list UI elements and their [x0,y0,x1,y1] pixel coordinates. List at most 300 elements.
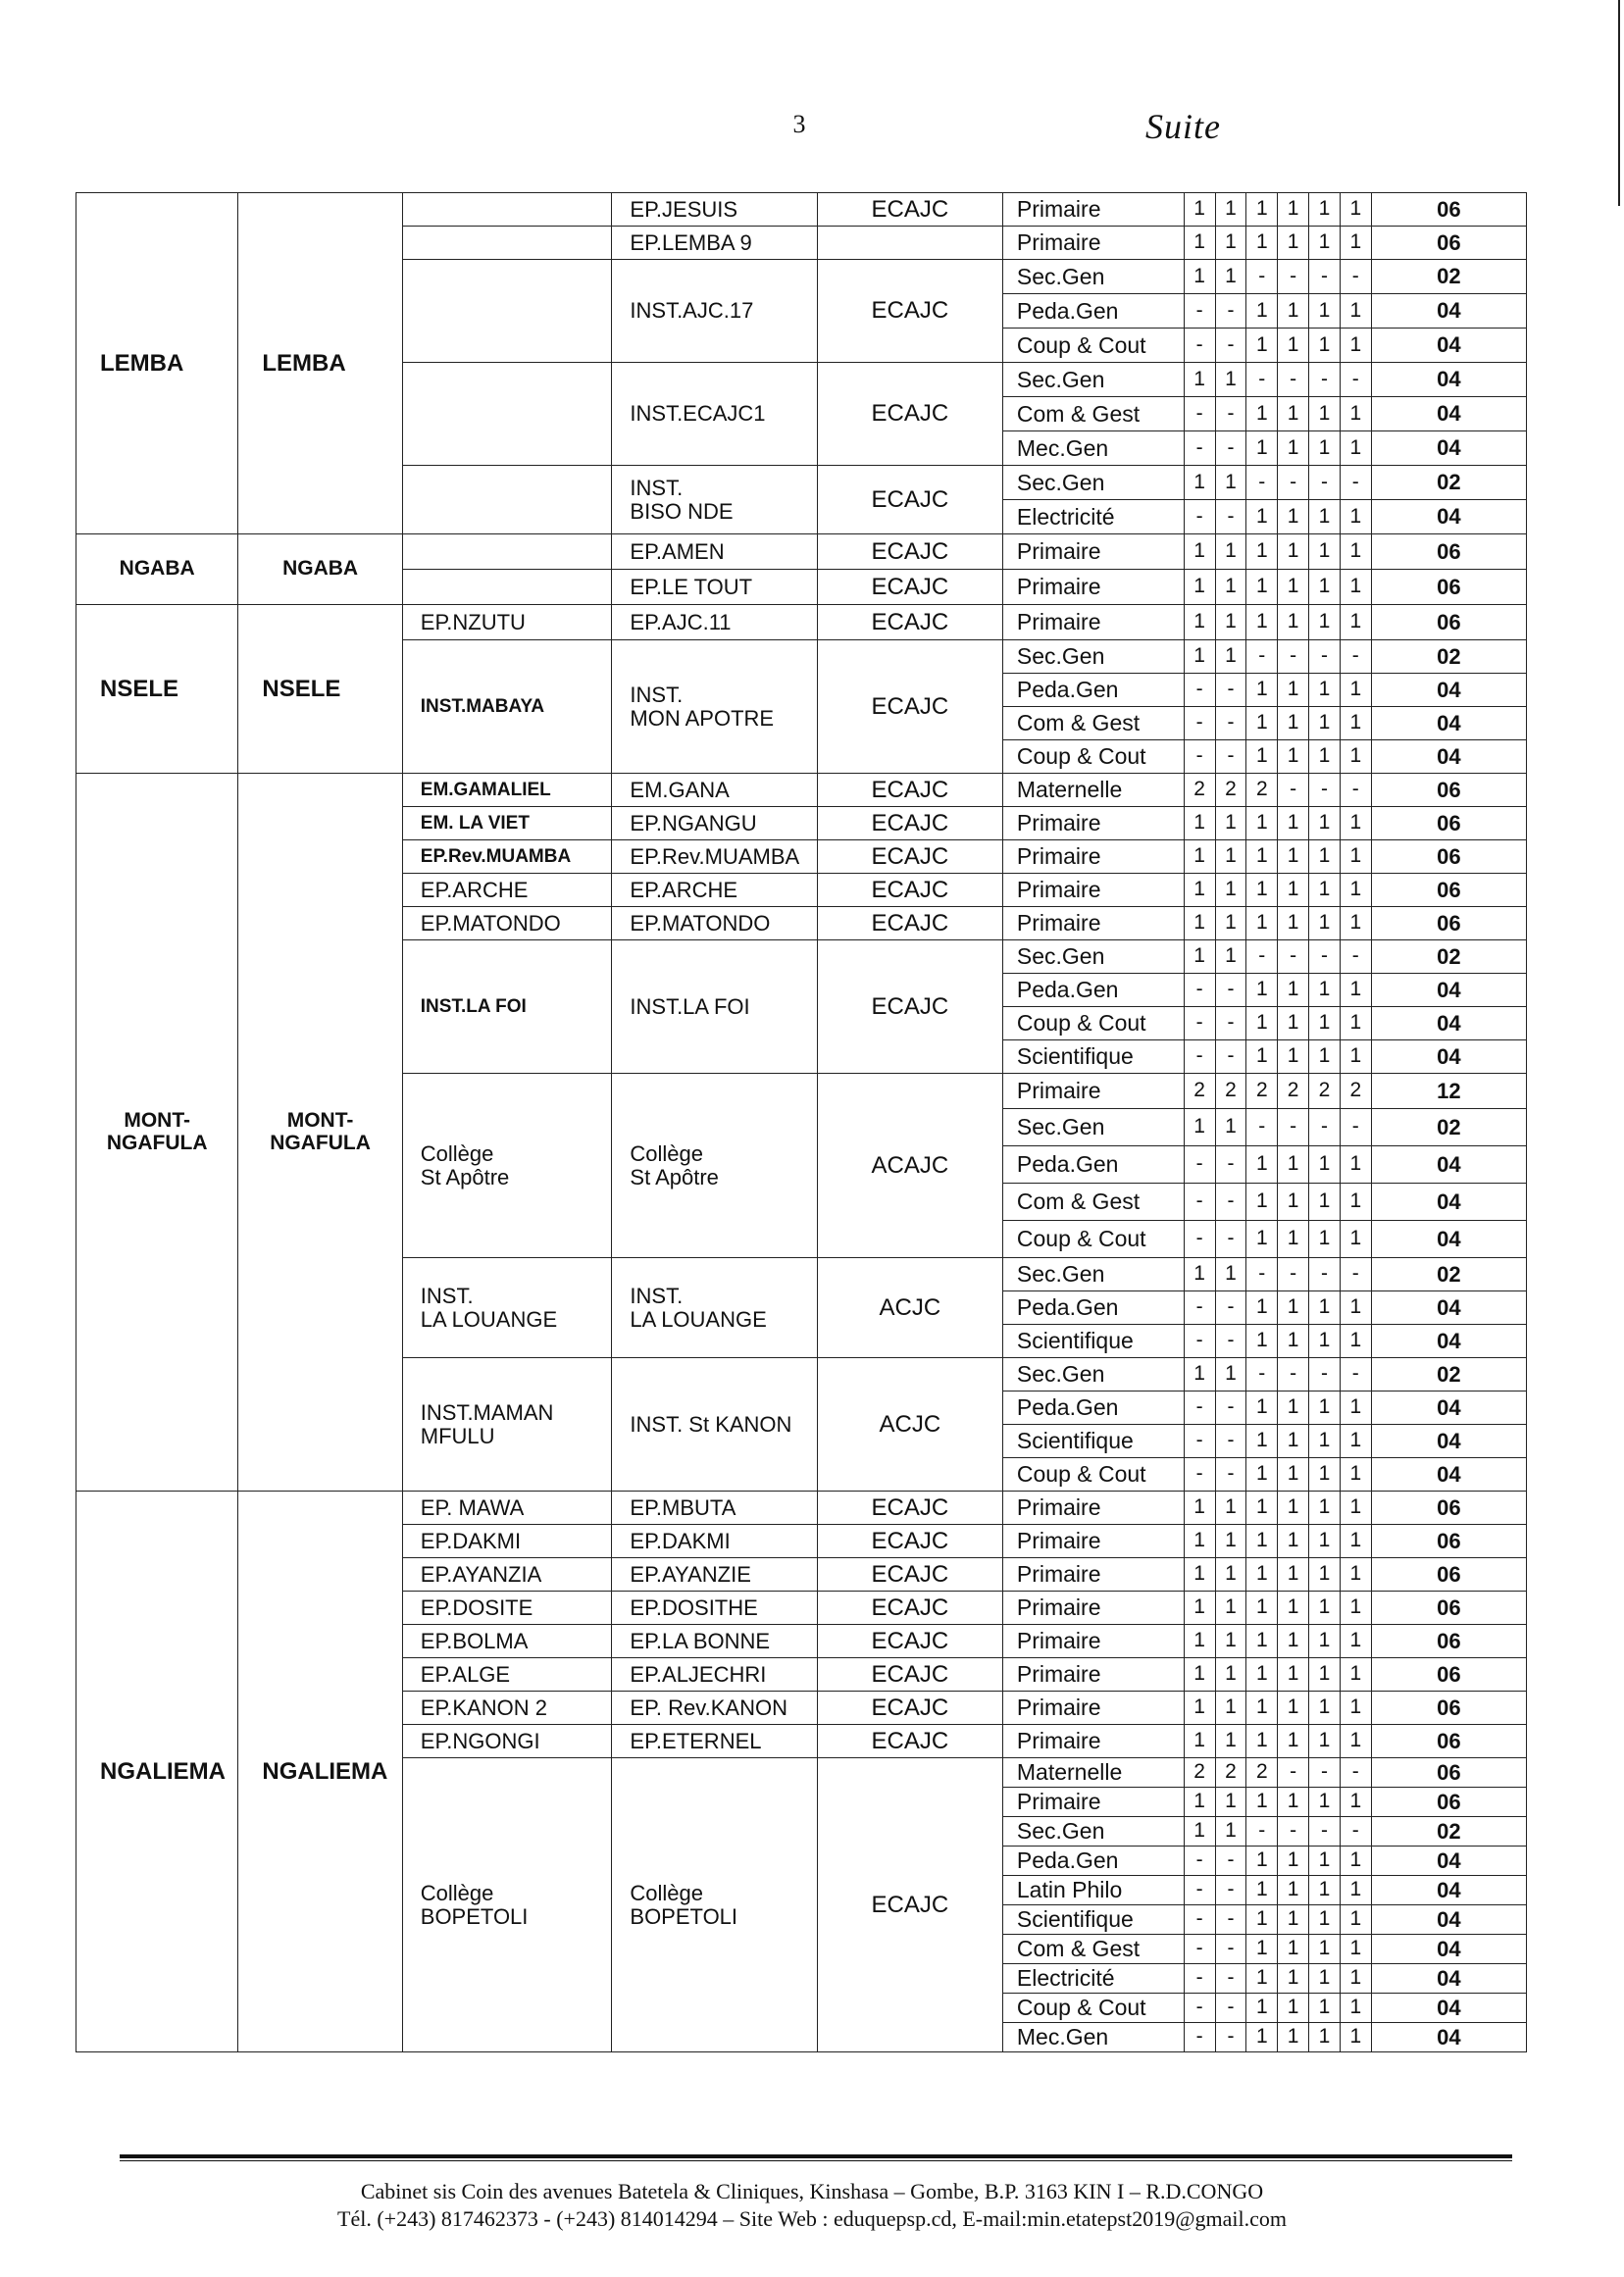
option-cell: Peda.Gen [1002,674,1184,707]
class-count-cell: 1 [1184,807,1215,840]
option-cell: Scientifique [1002,1325,1184,1358]
class-count-cell: 1 [1184,1358,1215,1392]
sub-province-cell: NSELE [238,605,402,774]
class-count-cell: 1 [1340,1692,1371,1725]
former-school-cell: Collège BOPETOLI [402,1758,612,2052]
option-cell: Primaire [1002,227,1184,260]
total-cell: 04 [1371,1325,1526,1358]
class-count-cell: - [1184,1935,1215,1964]
class-count-cell: - [1184,1876,1215,1905]
class-count-cell: - [1340,1109,1371,1146]
total-cell: 06 [1371,227,1526,260]
class-count-cell: - [1215,740,1246,774]
total-cell: 02 [1371,1109,1526,1146]
total-cell: 04 [1371,674,1526,707]
total-cell: 06 [1371,874,1526,907]
class-count-cell: - [1246,940,1278,974]
option-cell: Peda.Gen [1002,974,1184,1007]
class-count-cell: 1 [1278,840,1309,874]
class-count-cell: 1 [1278,1325,1309,1358]
class-count-cell: 1 [1340,1221,1371,1258]
new-school-cell: EP.LA BONNE [612,1625,818,1658]
class-count-cell: 1 [1246,1146,1278,1184]
class-count-cell: 1 [1309,1692,1341,1725]
former-school-cell: INST.LA FOI [402,940,612,1074]
network-cell: ECAJC [817,1592,1002,1625]
class-count-cell: 1 [1184,227,1215,260]
class-count-cell: 1 [1278,1425,1309,1458]
class-count-cell: 1 [1309,605,1341,640]
class-count-cell: 1 [1215,1658,1246,1692]
class-count-cell: 1 [1340,1458,1371,1492]
total-cell: 06 [1371,840,1526,874]
total-cell: 06 [1371,1592,1526,1625]
class-count-cell: 1 [1309,1876,1341,1905]
class-count-cell: 1 [1246,397,1278,431]
class-count-cell: 1 [1309,1146,1341,1184]
former-school-cell: Collège St Apôtre [402,1074,612,1258]
class-count-cell: 1 [1278,1184,1309,1221]
network-cell: ECAJC [817,605,1002,640]
class-count-cell: 1 [1309,1725,1341,1758]
class-count-cell: - [1215,431,1246,466]
class-count-cell: 1 [1340,534,1371,570]
class-count-cell: 1 [1278,1007,1309,1040]
class-count-cell: 1 [1246,329,1278,363]
former-school-cell: EM.GAMALIEL [402,774,612,807]
class-count-cell: - [1309,260,1341,294]
class-count-cell: - [1215,1905,1246,1935]
option-cell: Com & Gest [1002,1184,1184,1221]
total-cell: 04 [1371,2023,1526,2052]
total-cell: 04 [1371,1905,1526,1935]
class-count-cell: - [1184,1291,1215,1325]
class-count-cell: - [1215,1964,1246,1994]
class-count-cell: 1 [1309,1007,1341,1040]
class-count-cell: 1 [1184,1592,1215,1625]
former-school-cell: INST. LA LOUANGE [402,1258,612,1358]
network-cell: ECAJC [817,874,1002,907]
class-count-cell: 1 [1278,1935,1309,1964]
class-count-cell: 1 [1215,363,1246,397]
new-school-cell: INST. LA LOUANGE [612,1258,818,1358]
class-count-cell: 1 [1278,1725,1309,1758]
class-count-cell: 1 [1246,874,1278,907]
class-count-cell: 1 [1184,1558,1215,1592]
option-cell: Primaire [1002,1658,1184,1692]
class-count-cell: - [1309,1817,1341,1847]
class-count-cell: 1 [1309,1040,1341,1074]
class-count-cell: 1 [1246,1221,1278,1258]
total-cell: 04 [1371,329,1526,363]
class-count-cell: 1 [1309,294,1341,329]
class-count-cell: - [1215,707,1246,740]
class-count-cell: 1 [1184,193,1215,227]
option-cell: Primaire [1002,840,1184,874]
total-cell: 02 [1371,940,1526,974]
class-count-cell: - [1184,1146,1215,1184]
class-count-cell: 1 [1309,1788,1341,1817]
class-count-cell: - [1215,329,1246,363]
sub-province-cell: NGABA [238,534,402,605]
network-cell: ECAJC [817,840,1002,874]
class-count-cell: 1 [1246,2023,1278,2052]
network-cell: ECAJC [817,1558,1002,1592]
class-count-cell: 1 [1340,1040,1371,1074]
option-cell: Primaire [1002,570,1184,605]
class-count-cell: - [1246,1817,1278,1847]
class-count-cell: 1 [1340,397,1371,431]
class-count-cell: - [1215,1291,1246,1325]
option-cell: Maternelle [1002,1758,1184,1788]
network-cell: ECAJC [817,260,1002,363]
class-count-cell: - [1184,1458,1215,1492]
class-count-cell: 1 [1215,940,1246,974]
commune-cell: NGABA [76,534,238,605]
option-cell: Mec.Gen [1002,2023,1184,2052]
new-school-cell: EP.Rev.MUAMBA [612,840,818,874]
class-count-cell: - [1309,1109,1341,1146]
class-count-cell: 2 [1278,1074,1309,1109]
class-count-cell: 1 [1215,1592,1246,1625]
new-school-cell: INST. BISO NDE [612,466,818,534]
class-count-cell: - [1184,329,1215,363]
network-cell [817,227,1002,260]
option-cell: Electricité [1002,1964,1184,1994]
new-school-cell: EP.DOSITHE [612,1592,818,1625]
class-count-cell: 1 [1340,605,1371,640]
class-count-cell: 1 [1340,1876,1371,1905]
class-count-cell: 1 [1246,1425,1278,1458]
option-cell: Sec.Gen [1002,363,1184,397]
sub-province-cell: MONT- NGAFULA [238,774,402,1492]
network-cell: ECAJC [817,363,1002,466]
class-count-cell: 1 [1309,534,1341,570]
network-cell: ACJC [817,1358,1002,1492]
class-count-cell: 1 [1340,500,1371,534]
class-count-cell: 1 [1278,1146,1309,1184]
table-row [76,774,1527,807]
class-count-cell: 1 [1309,397,1341,431]
footer-rule-thin [120,2160,1512,2161]
class-count-cell: 1 [1340,974,1371,1007]
former-school-cell: EP. MAWA [402,1492,612,1525]
former-school-cell: EP.NGONGI [402,1725,612,1758]
class-count-cell: 1 [1309,1425,1341,1458]
class-count-cell: 1 [1278,1558,1309,1592]
former-school-cell [402,363,612,466]
class-count-cell: 1 [1246,1788,1278,1817]
network-cell: ECAJC [817,466,1002,534]
option-cell: Primaire [1002,807,1184,840]
footer-address: Cabinet sis Coin des avenues Batetela & Cliniques, Kinshasa – Gombe, B.P. 3163 KIN I – R.D.CONGO [360,2179,1264,2203]
class-count-cell: 1 [1309,570,1341,605]
class-count-cell: - [1215,294,1246,329]
class-count-cell: 1 [1246,1392,1278,1425]
option-cell: Sec.Gen [1002,260,1184,294]
option-cell: Mec.Gen [1002,431,1184,466]
class-count-cell: 2 [1184,1758,1215,1788]
class-count-cell: - [1340,1817,1371,1847]
class-count-cell: 2 [1246,774,1278,807]
class-count-cell: 1 [1246,1525,1278,1558]
class-count-cell: 1 [1340,1492,1371,1525]
sub-province-cell: NGALIEMA [238,1492,402,2052]
class-count-cell: - [1215,674,1246,707]
class-count-cell: 1 [1309,1592,1341,1625]
class-count-cell: 1 [1184,1817,1215,1847]
class-count-cell: 1 [1215,227,1246,260]
class-count-cell: 1 [1340,707,1371,740]
class-count-cell: - [1278,1258,1309,1291]
option-cell: Coup & Cout [1002,1221,1184,1258]
class-count-cell: - [1184,1425,1215,1458]
class-count-cell: 1 [1340,1592,1371,1625]
class-count-cell: - [1246,260,1278,294]
class-count-cell: 1 [1278,1458,1309,1492]
option-cell: Coup & Cout [1002,329,1184,363]
class-count-cell: 1 [1278,1221,1309,1258]
class-count-cell: 1 [1340,1994,1371,2023]
class-count-cell: 1 [1340,2023,1371,2052]
total-cell: 02 [1371,260,1526,294]
class-count-cell: - [1184,294,1215,329]
class-count-cell: 1 [1246,1007,1278,1040]
total-cell: 04 [1371,707,1526,740]
option-cell: Coup & Cout [1002,740,1184,774]
class-count-cell: - [1340,363,1371,397]
class-count-cell: - [1215,1935,1246,1964]
option-cell: Scientifique [1002,1905,1184,1935]
class-count-cell: 1 [1309,1935,1341,1964]
footer-rule [120,2154,1512,2158]
class-count-cell: 1 [1309,1994,1341,2023]
class-count-cell: 1 [1309,1184,1341,1221]
class-count-cell: - [1340,1758,1371,1788]
class-count-cell: 1 [1215,1358,1246,1392]
option-cell: Latin Philo [1002,1876,1184,1905]
class-count-cell: - [1278,1109,1309,1146]
total-cell: 06 [1371,774,1526,807]
class-count-cell: 1 [1246,1458,1278,1492]
option-cell: Com & Gest [1002,1935,1184,1964]
class-count-cell: - [1215,397,1246,431]
class-count-cell: 1 [1278,1876,1309,1905]
network-cell: ACAJC [817,1074,1002,1258]
class-count-cell: 2 [1215,774,1246,807]
class-count-cell: 1 [1309,193,1341,227]
option-cell: Primaire [1002,1725,1184,1758]
former-school-cell: EP.KANON 2 [402,1692,612,1725]
class-count-cell: - [1184,740,1215,774]
network-cell: ECAJC [817,570,1002,605]
new-school-cell: EP.AYANZIE [612,1558,818,1592]
commune-cell: NSELE [76,605,238,774]
option-cell: Com & Gest [1002,397,1184,431]
class-count-cell: - [1246,1109,1278,1146]
network-cell: ECAJC [817,907,1002,940]
class-count-cell: 1 [1278,1692,1309,1725]
total-cell: 06 [1371,807,1526,840]
total-cell: 04 [1371,363,1526,397]
class-count-cell: 2 [1215,1758,1246,1788]
class-count-cell: 1 [1215,1625,1246,1658]
class-count-cell: 1 [1215,840,1246,874]
class-count-cell: - [1215,1847,1246,1876]
suite-label: Suite [1145,107,1221,146]
class-count-cell: 1 [1309,1291,1341,1325]
class-count-cell: - [1184,674,1215,707]
class-count-cell: 1 [1309,1221,1341,1258]
class-count-cell: 1 [1340,294,1371,329]
class-count-cell: 1 [1184,1258,1215,1291]
option-cell: Peda.Gen [1002,1146,1184,1184]
class-count-cell: 1 [1215,605,1246,640]
table-row [76,534,1527,570]
new-school-cell: EP.NGANGU [612,807,818,840]
class-count-cell: 1 [1246,1935,1278,1964]
class-count-cell: - [1215,1392,1246,1425]
class-count-cell: - [1278,363,1309,397]
class-count-cell: 1 [1309,674,1341,707]
class-count-cell: 1 [1340,1935,1371,1964]
network-cell: ECAJC [817,807,1002,840]
network-cell: ECAJC [817,1625,1002,1658]
class-count-cell: 2 [1246,1758,1278,1788]
total-cell: 04 [1371,740,1526,774]
network-cell: ECAJC [817,193,1002,227]
class-count-cell: - [1215,1458,1246,1492]
class-count-cell: 1 [1278,1291,1309,1325]
class-count-cell: 1 [1278,431,1309,466]
class-count-cell: 1 [1278,907,1309,940]
class-count-cell: 1 [1184,1692,1215,1725]
class-count-cell: 1 [1309,1325,1341,1358]
class-count-cell: 1 [1278,227,1309,260]
total-cell: 02 [1371,1817,1526,1847]
class-count-cell: - [1184,1847,1215,1876]
network-cell: ECAJC [817,1658,1002,1692]
class-count-cell: - [1278,1758,1309,1788]
class-count-cell: - [1340,774,1371,807]
class-count-cell: 1 [1184,1625,1215,1658]
class-count-cell: 1 [1309,974,1341,1007]
total-cell: 04 [1371,1994,1526,2023]
class-count-cell: 2 [1309,1074,1341,1109]
class-count-cell: 1 [1278,740,1309,774]
class-count-cell: - [1215,1876,1246,1905]
total-cell: 04 [1371,974,1526,1007]
network-cell: ECAJC [817,1725,1002,1758]
class-count-cell: 1 [1215,874,1246,907]
table-row [76,605,1527,640]
class-count-cell: 1 [1340,1905,1371,1935]
total-cell: 06 [1371,1492,1526,1525]
class-count-cell: 1 [1246,1692,1278,1725]
former-school-cell [402,227,612,260]
class-count-cell: 1 [1246,1725,1278,1758]
class-count-cell: 1 [1215,1692,1246,1725]
class-count-cell: - [1246,1358,1278,1392]
class-count-cell: - [1215,1325,1246,1358]
total-cell: 04 [1371,294,1526,329]
total-cell: 04 [1371,1876,1526,1905]
class-count-cell: 1 [1278,1905,1309,1935]
former-school-cell [402,260,612,363]
class-count-cell: 1 [1309,1905,1341,1935]
option-cell: Sec.Gen [1002,1258,1184,1291]
class-count-cell: - [1246,640,1278,674]
sub-province-cell: LEMBA [238,193,402,534]
class-count-cell: 1 [1340,1425,1371,1458]
new-school-cell: EP.AJC.11 [612,605,818,640]
class-count-cell: 1 [1246,1492,1278,1525]
class-count-cell: 1 [1246,1658,1278,1692]
class-count-cell: - [1215,1221,1246,1258]
new-school-cell: EP.ARCHE [612,874,818,907]
class-count-cell: - [1309,466,1341,500]
class-count-cell: 1 [1340,1184,1371,1221]
class-count-cell: 1 [1184,640,1215,674]
class-count-cell: 1 [1215,907,1246,940]
commune-cell: NGALIEMA [76,1492,238,2052]
class-count-cell: - [1215,500,1246,534]
former-school-cell: EP.AYANZIA [402,1558,612,1592]
class-count-cell: 1 [1184,363,1215,397]
class-count-cell: 1 [1340,1964,1371,1994]
class-count-cell: - [1184,500,1215,534]
class-count-cell: 1 [1309,1625,1341,1658]
class-count-cell: 1 [1340,193,1371,227]
option-cell: Peda.Gen [1002,1392,1184,1425]
option-cell: Primaire [1002,193,1184,227]
new-school-cell: INST.LA FOI [612,940,818,1074]
class-count-cell: 1 [1309,807,1341,840]
class-count-cell: 1 [1215,260,1246,294]
class-count-cell: 1 [1340,807,1371,840]
class-count-cell: 1 [1340,1558,1371,1592]
class-count-cell: 1 [1340,1725,1371,1758]
class-count-cell: 1 [1246,534,1278,570]
class-count-cell: - [1278,774,1309,807]
class-count-cell: 1 [1215,1817,1246,1847]
total-cell: 06 [1371,907,1526,940]
class-count-cell: 1 [1246,431,1278,466]
option-cell: Sec.Gen [1002,1817,1184,1847]
class-count-cell: 1 [1309,1525,1341,1558]
class-count-cell: 1 [1309,431,1341,466]
class-count-cell: 1 [1340,1658,1371,1692]
class-count-cell: 1 [1340,674,1371,707]
network-cell: ECAJC [817,940,1002,1074]
option-cell: Primaire [1002,1492,1184,1525]
total-cell: 04 [1371,1007,1526,1040]
class-count-cell: - [1340,1258,1371,1291]
total-cell: 06 [1371,1558,1526,1592]
class-count-cell: - [1215,1425,1246,1458]
class-count-cell: 1 [1340,840,1371,874]
former-school-cell: EP.NZUTU [402,605,612,640]
class-count-cell: 1 [1278,1625,1309,1658]
total-cell: 04 [1371,500,1526,534]
option-cell: Sec.Gen [1002,1109,1184,1146]
class-count-cell: 1 [1246,1964,1278,1994]
new-school-cell: INST. MON APOTRE [612,640,818,774]
option-cell: Coup & Cout [1002,1994,1184,2023]
new-school-cell: Collège BOPETOLI [612,1758,818,2052]
class-count-cell: - [1340,940,1371,974]
class-count-cell: - [1184,1392,1215,1425]
